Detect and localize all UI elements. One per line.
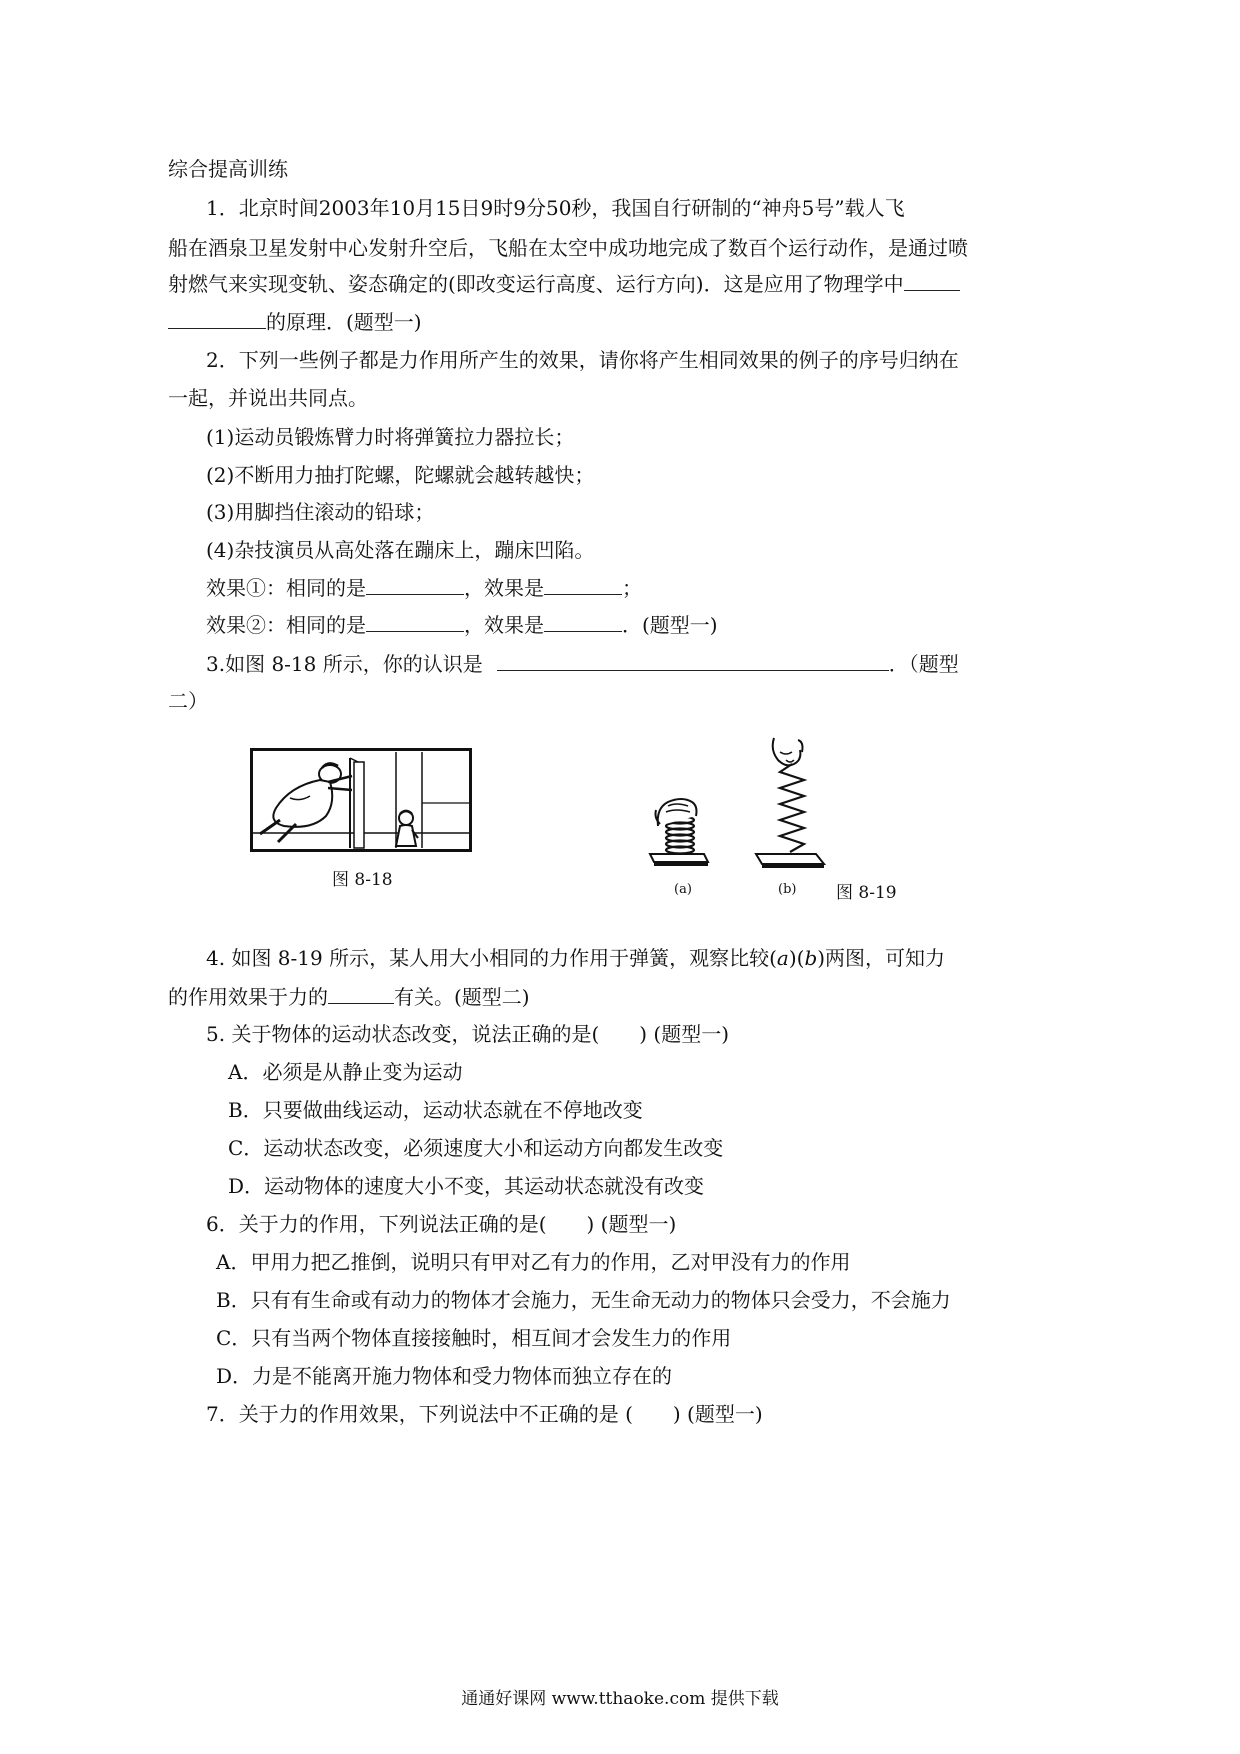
figure-8-18 <box>250 748 472 852</box>
q6-option-c[interactable]: C．只有当两个物体直接接触时，相互间才会发生力的作用 <box>216 1326 732 1350</box>
q3-line1-text: 3.如图 8-18 所示，你的认识是 <box>206 652 483 676</box>
q2-effect1-result-blank[interactable] <box>544 576 622 595</box>
q4-line1-head: 4. 如图 8-19 所示，某人用大小相同的力作用于弹簧，观察比较( <box>206 946 777 970</box>
figure-8-19-caption: 图 8-19 <box>836 883 897 903</box>
q2-effect1-end: ； <box>622 576 642 600</box>
q4-line2-tail: 有关。(题型二) <box>394 985 530 1009</box>
figure-8-18-caption: 图 8-18 <box>332 870 393 890</box>
figure-8-19-b-label: (b) <box>778 882 797 897</box>
q4-answer-blank[interactable] <box>328 985 394 1004</box>
q1-line3-text: 射燃气来实现变轨、姿态确定的(即改变运行高度、运行方向)．这是应用了物理学中 <box>168 272 904 296</box>
q6-option-d[interactable]: D．力是不能离开施力物体和受力物体而独立存在的 <box>216 1364 673 1388</box>
section-title: 综合提高训练 <box>168 157 288 181</box>
q4-line2-head: 的作用效果于力的 <box>168 985 328 1009</box>
q5-option-d[interactable]: D．运动物体的速度大小不变，其运动状态就没有改变 <box>228 1174 705 1198</box>
q2-effect2-mid: ，效果是 <box>464 613 544 637</box>
q4-line1-mid: )( <box>788 946 805 970</box>
q5-stem: 5. 关于物体的运动状态改变，说法正确的是( ) (题型一) <box>206 1022 730 1046</box>
q2-item-3: (3)用脚挡住滚动的铅球； <box>206 500 435 524</box>
q6-stem: 6．关于力的作用，下列说法正确的是( ) (题型一) <box>206 1212 677 1236</box>
q2-item-4: (4)杂技演员从高处落在蹦床上，蹦床凹陷。 <box>206 538 595 562</box>
q6-option-b[interactable]: B．只有有生命或有动力的物体才会施力，无生命无动力的物体只会受力，不会施力 <box>216 1288 951 1312</box>
q1-line4-text: 的原理．(题型一) <box>266 310 422 334</box>
q2-effect-1 <box>206 576 642 600</box>
q4-line2 <box>168 985 530 1009</box>
q4-line1-tail: )两图，可知力 <box>817 946 946 970</box>
q4-label-b: b <box>804 946 818 970</box>
q7-stem: 7．关于力的作用效果，下列说法中不正确的是 ( ) (题型一) <box>206 1402 763 1426</box>
q2-effect2-result-blank[interactable] <box>544 613 622 632</box>
q1-line2: 船在酒泉卫星发射中心发射升空后，飞船在太空中成功地完成了数百个运行动作，是通过喷 <box>168 236 968 260</box>
q2-line2: 一起，并说出共同点。 <box>168 386 368 410</box>
figure-8-19-a-label: (a) <box>674 882 692 897</box>
figure-8-19-a <box>648 796 712 872</box>
q2-effect2-same-blank[interactable] <box>366 613 464 632</box>
q2-item-1: (1)运动员锻炼臂力时将弹簧拉力器拉长； <box>206 425 575 449</box>
q2-effect1-same-blank[interactable] <box>366 576 464 595</box>
q2-effect1-label: 效果①：相同的是 <box>206 576 366 600</box>
q5-option-a[interactable]: A．必须是从静止变为运动 <box>228 1060 463 1084</box>
q2-effect-2 <box>206 613 718 637</box>
page-footer: 通通好课网 www.tthaoke.com 提供下载 <box>461 1689 779 1709</box>
q2-effect2-label: 效果②：相同的是 <box>206 613 366 637</box>
q1-line3 <box>168 272 960 296</box>
q3-line1-tail: ．（题型 <box>888 652 959 676</box>
q1-line1: 1．北京时间2003年10月15日9时9分50秒，我国自行研制的“神舟5号”载人飞 <box>206 196 905 220</box>
q3-line1 <box>206 652 959 676</box>
q6-option-a[interactable]: A．甲用力把乙推倒，说明只有甲对乙有力的作用，乙对甲没有力的作用 <box>216 1250 851 1274</box>
q3-answer-blank[interactable] <box>497 652 889 671</box>
q4-label-a: a <box>776 946 789 970</box>
q3-line2: 二） <box>168 689 208 713</box>
q2-item-2: (2)不断用力抽打陀螺，陀螺就会越转越快； <box>206 463 595 487</box>
q1-line4 <box>168 310 422 334</box>
figure-8-19-b <box>752 734 830 874</box>
q1-answer-blank-a[interactable] <box>904 272 960 291</box>
q5-option-c[interactable]: C．运动状态改变，必须速度大小和运动方向都发生改变 <box>228 1136 724 1160</box>
q2-line1: 2．下列一些例子都是力作用所产生的效果，请你将产生相同效果的例子的序号归纳在 <box>206 348 959 372</box>
q4-line1 <box>206 946 945 970</box>
q5-option-b[interactable]: B．只要做曲线运动，运动状态就在不停地改变 <box>228 1098 643 1122</box>
q2-effect1-mid: ，效果是 <box>464 576 544 600</box>
q1-answer-blank-b[interactable] <box>168 310 266 329</box>
q2-effect2-end: ．(题型一) <box>622 613 718 637</box>
